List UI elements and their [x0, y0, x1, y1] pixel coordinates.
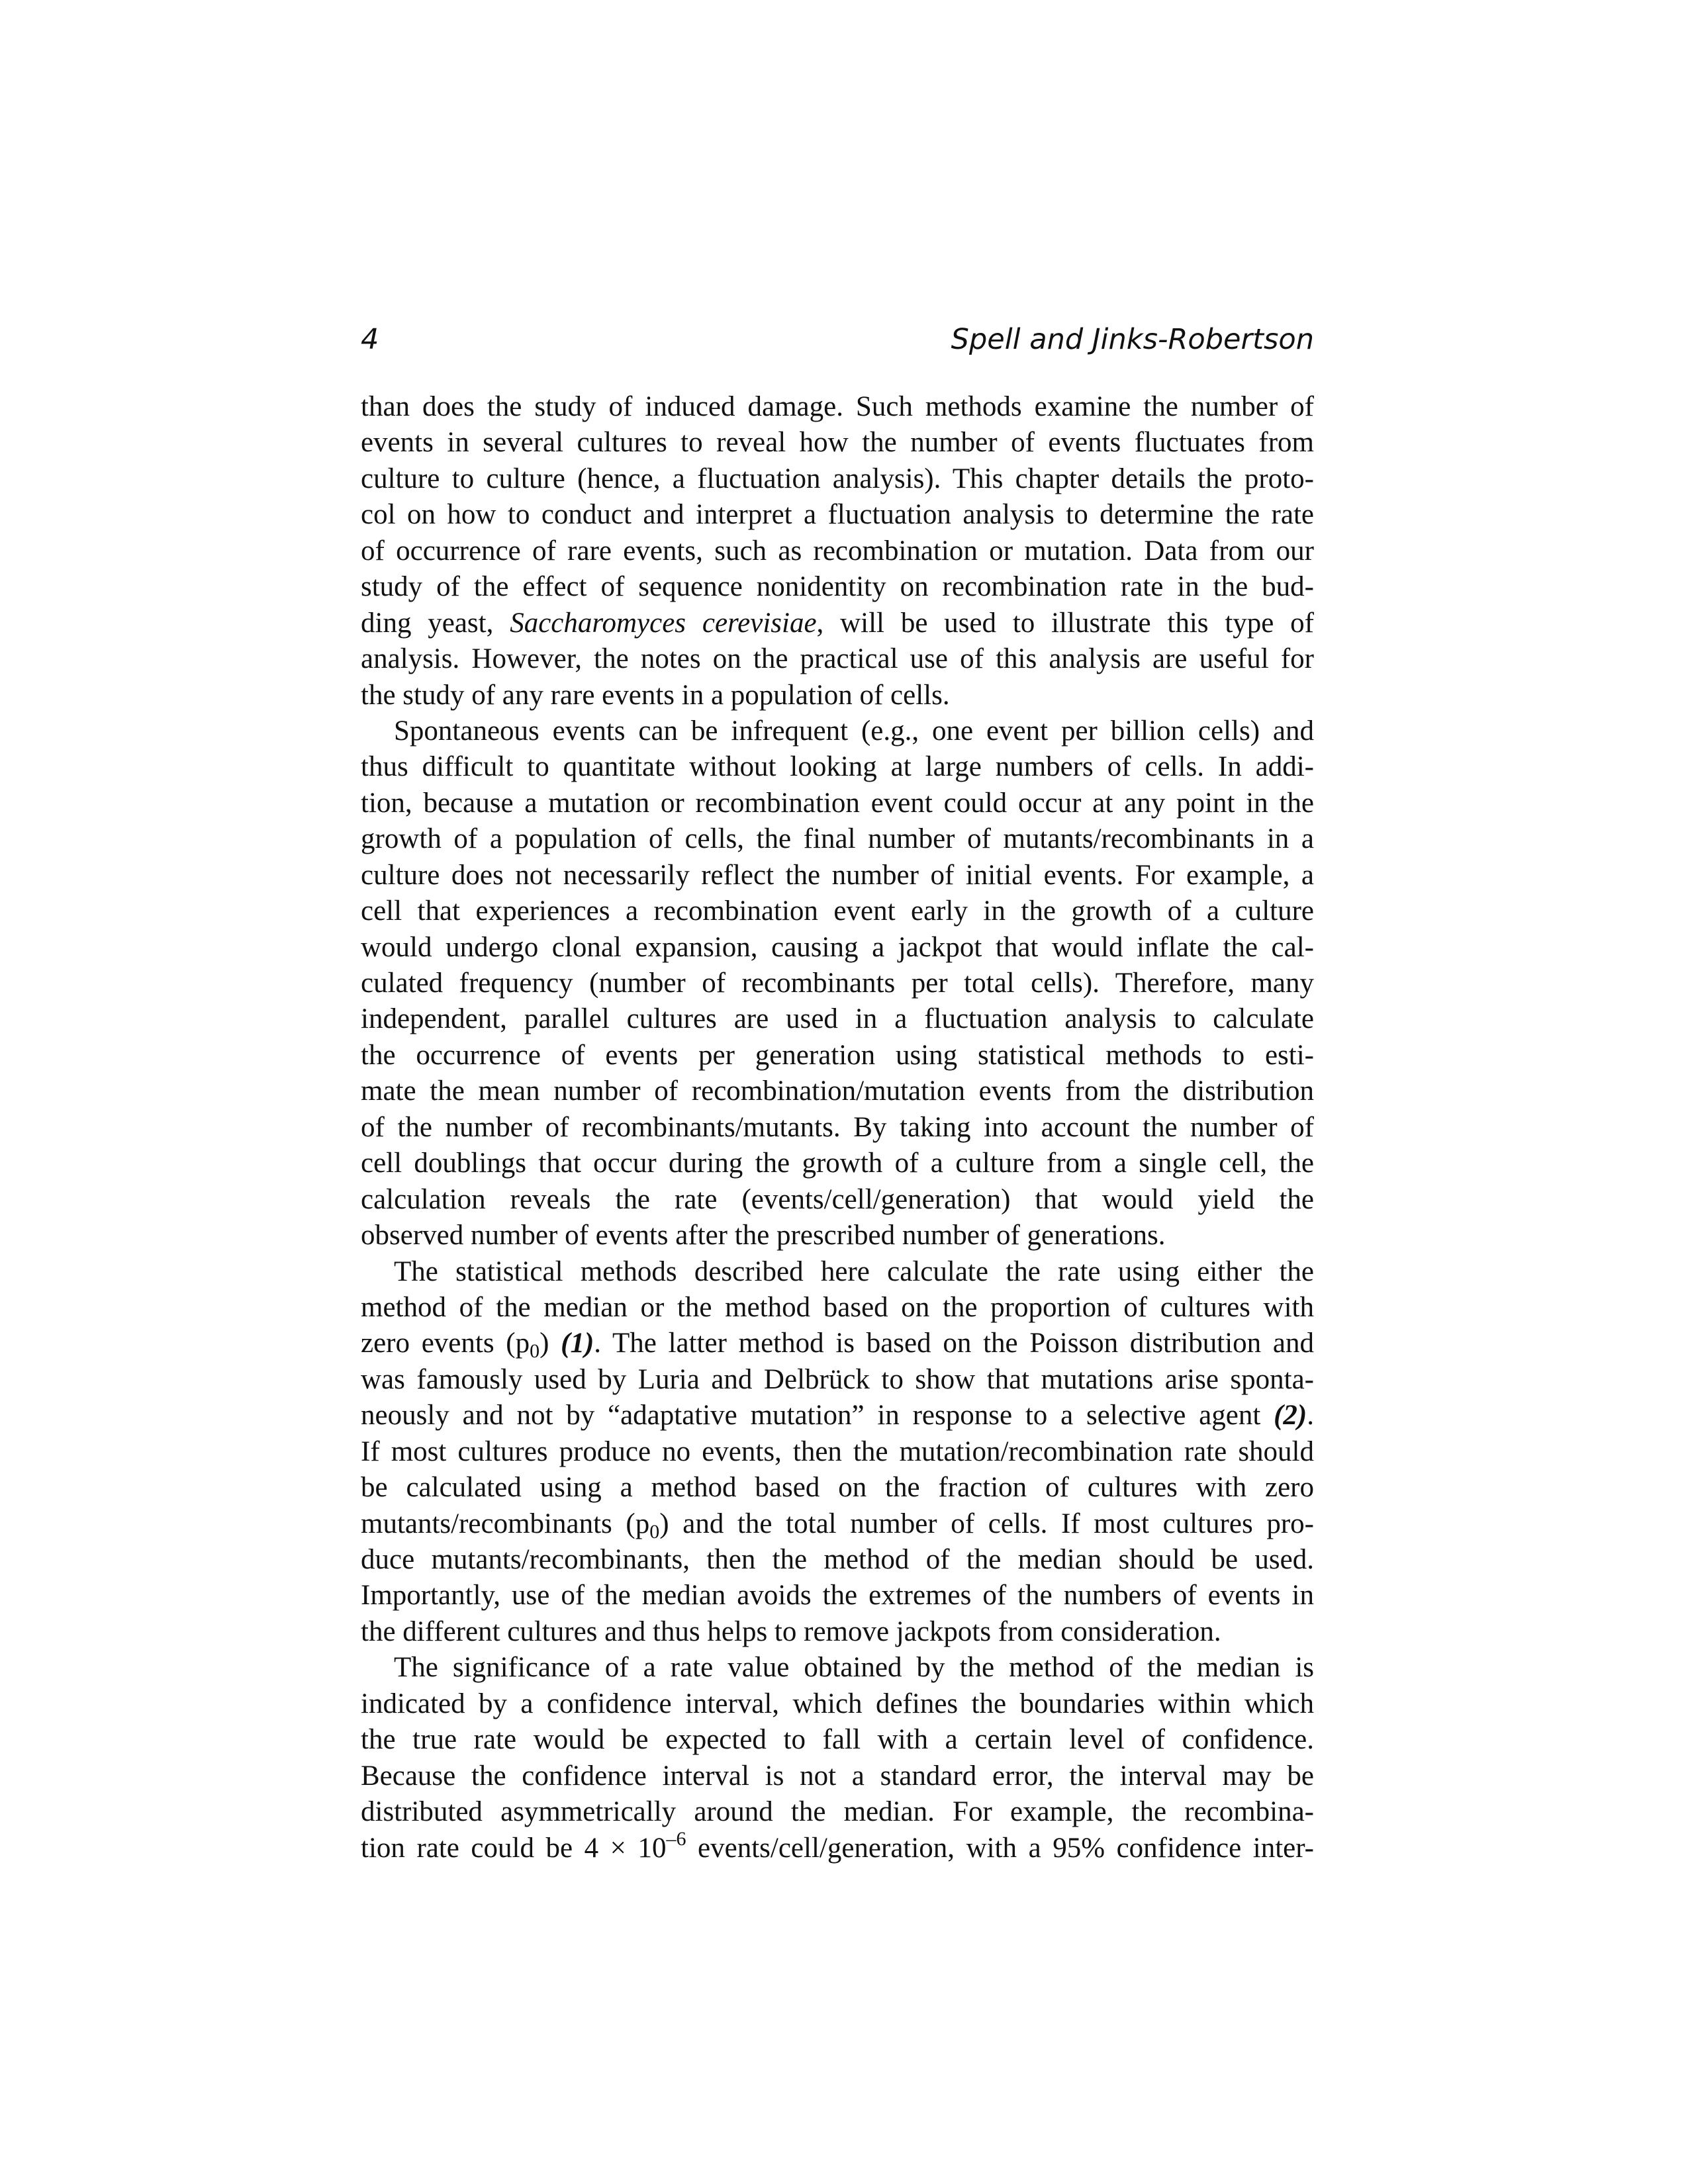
text-line: the true rate would be expected to fall with a certain level of confidence. [361, 1724, 1314, 1756]
text-line: the occurrence of events per generation using statistical methods to esti- [361, 1039, 1314, 1071]
text-line: ding yeast, Saccharomyces cerevisiae, will be used to illustrate this type of [361, 607, 1314, 639]
text-line: culture to culture (hence, a fluctuation analysis). This chapter details the proto- [361, 463, 1314, 494]
text-line: independent, parallel cultures are used in a fluctuation analysis to calculate [361, 1003, 1314, 1035]
text-line: Spontaneous events can be infrequent (e.g., one event per billion cells) and [394, 715, 1314, 747]
text-line: tion rate could be $4 \times 10^{-6}$ events/cell/generation, with a 95% confidence inter- [361, 1827, 1315, 1864]
text-line: calculation reveals the rate (events/cell/generation) that would yield the [361, 1183, 1314, 1215]
citation-reference: (1) [561, 1328, 594, 1359]
text-line: of the number of recombinants/mutants. By taking into account the number of [361, 1111, 1314, 1143]
text-line: the study of any rare events in a population of cells. [361, 679, 950, 711]
text-line: cell doublings that occur during the growth of a culture from a single cell, the [361, 1148, 1314, 1179]
text-line: The significance of a rate value obtained by the method of the median is [394, 1652, 1314, 1684]
text-line: was famously used by Luria and Delbrück to show that mutations arise sponta- [361, 1363, 1314, 1395]
text-line: indicated by a confidence interval, which defines the boundaries within which [361, 1688, 1314, 1719]
text-line: mutants/recombinants $(p_0)$ and the total number of cells. If most cultures pro- [361, 1508, 1315, 1543]
text-line: col on how to conduct and interpret a fluctuation analysis to determine the rate [361, 499, 1314, 531]
text-line: would undergo clonal expansion, causing a jackpot that would inflate the cal- [361, 931, 1314, 963]
text-line: neously and not by “adaptative mutation” in response to a selective agent (2). [361, 1400, 1314, 1432]
text-line: method of the median or the method based on the proportion of cultures with [361, 1291, 1314, 1323]
text-line: growth of a population of cells, the final number of mutants/recombinants in a [361, 823, 1314, 855]
body-text [361, 389, 1314, 1866]
running-title: Spell and Jinks-Robertson [951, 323, 1314, 356]
text-line: study of the effect of sequence nonidentity on recombination rate in the bud- [361, 571, 1314, 603]
text-line: than does the study of induced damage. Such methods examine the number of [361, 391, 1314, 422]
text-line: of occurrence of rare events, such as recombination or mutation. Data from our [361, 535, 1314, 567]
text-line: be calculated using a method based on the fraction of cultures with zero [361, 1472, 1314, 1504]
text-line: culture does not necessarily reflect the number of initial events. For example, a [361, 859, 1314, 891]
text-line: observed number of events after the prescribed number of generations. [361, 1220, 1166, 1251]
text-line: zero events $(p_0)$ (1). The latter method is based on the Poisson distribution and [361, 1328, 1314, 1363]
text-line: distributed asymmetrically around the median. For example, the recombina- [361, 1796, 1314, 1828]
citation-reference: (2) [1274, 1400, 1307, 1432]
text-line: The statistical methods described here calculate the rate using either the [394, 1255, 1314, 1287]
text-line: tion, because a mutation or recombination event could occur at any point in the [361, 787, 1314, 819]
text-line: the different cultures and thus helps to remove jackpots from consideration. [361, 1615, 1221, 1647]
page-number: 4 [361, 323, 379, 356]
text-line: Because the confidence interval is not a standard error, the interval may be [361, 1760, 1314, 1792]
text-line: cell that experiences a recombination event early in the growth of a culture [361, 895, 1314, 927]
text-line: Importantly, use of the median avoids the extremes of the numbers of events in [361, 1580, 1314, 1612]
species-name: Saccharomyces cerevisiae [510, 607, 817, 639]
text-line: analysis. However, the notes on the practical use of this analysis are useful for [361, 643, 1314, 675]
text-line: duce mutants/recombinants, then the method of the median should be used. [361, 1544, 1314, 1575]
text-line: thus difficult to quantitate without looking at large numbers of cells. In addi- [361, 751, 1314, 783]
running-header [361, 316, 1314, 363]
text-line: If most cultures produce no events, then the mutation/recombination rate should [361, 1435, 1314, 1467]
text-line: mate the mean number of recombination/mutation events from the distribution [361, 1075, 1314, 1107]
text-line: events in several cultures to reveal how the number of events fluctuates from [361, 427, 1314, 459]
text-line: culated frequency (number of recombinants per total cells). Therefore, many [361, 968, 1314, 999]
